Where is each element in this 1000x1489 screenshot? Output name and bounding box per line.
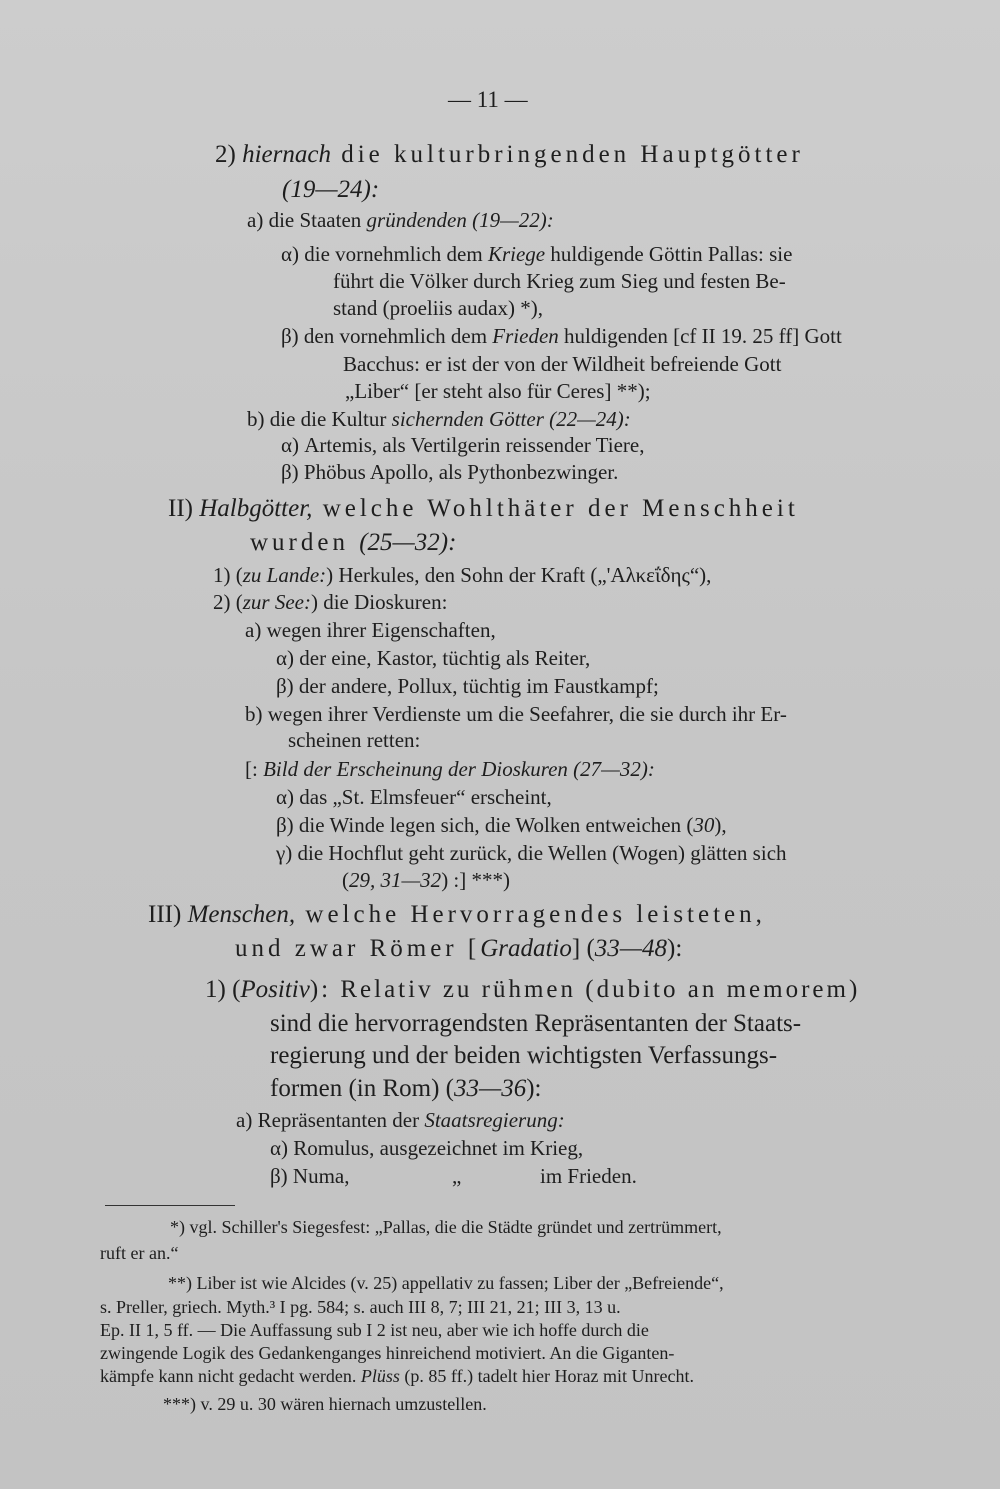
text-line: a) wegen ihrer Eigenschaften, (245, 618, 496, 642)
italic-text: Gradatio (480, 935, 572, 962)
text-line: β) der andere, Pollux, tüchtig im Faustkampf; (276, 674, 659, 698)
italic-text: zu Lande: (242, 563, 327, 587)
text-line (205, 975, 860, 1005)
italic-text: (19—22): (466, 208, 554, 232)
text: β) die Winde legen sich, die Wolken entweichen ( (276, 813, 694, 837)
text-line: Bacchus: er ist der von der Wildheit befreiende Gott (343, 352, 782, 376)
text-line (236, 1107, 565, 1133)
text: β) Numa, (270, 1164, 350, 1188)
footnote-line: zwingende Logik des Gedankenganges hinreichend motiviert. An die Giganten- (100, 1343, 675, 1363)
text-line (215, 140, 804, 170)
italic-text: Staatsregierung: (424, 1108, 565, 1132)
text: ) Herkules, den Sohn der Kraft („'Αλκεΐδης“), (326, 563, 712, 587)
italic-text: 33—48 (594, 935, 668, 962)
text: formen (in Rom) ( (270, 1075, 454, 1102)
text: a) Repräsentanten der (236, 1108, 425, 1132)
text: 1) ( (205, 976, 241, 1003)
page-number: — 11 — (448, 87, 528, 112)
italic-text: hiernach (242, 141, 331, 168)
footnote-line: **) Liber ist wie Alcides (v. 25) appellativ zu fassen; Liber der „Befreiende“, (168, 1273, 724, 1293)
text: ): (526, 1075, 542, 1102)
text-line: b) wegen ihrer Verdienste um die Seefahrer, die sie durch ihr Er- (245, 702, 787, 726)
italic-text: Menschen, (187, 901, 296, 928)
text: (p. 85 ff.) tadelt hier Horaz mit Unrecht. (399, 1366, 694, 1386)
text: ) die Dioskuren: (310, 590, 448, 614)
text: ), (714, 813, 727, 837)
text-line: γ) die Hochflut geht zurück, die Wellen (Wogen) glätten sich (276, 841, 787, 865)
italic-text: zur See: (242, 590, 311, 614)
italic-text: sichernden (391, 407, 484, 431)
spaced-heading: wurden (250, 529, 360, 556)
text-line (276, 812, 727, 838)
spaced-heading: welche Wohlthäter der Menschheit (312, 495, 799, 522)
text: III) (148, 901, 188, 928)
text-line (235, 934, 682, 964)
text-line (245, 756, 655, 782)
text: huldigende Göttin Pallas: sie (545, 242, 793, 266)
spaced-heading: und zwar Römer [ (235, 935, 481, 962)
text-line (281, 241, 792, 267)
italic-text: Halbgötter, (199, 495, 313, 522)
text: β) den vornehmlich dem (281, 324, 493, 348)
text: kämpfe kann nicht gedacht werden. (100, 1366, 361, 1386)
italic-text: Frieden (492, 324, 559, 348)
ditto-mark: „ (452, 1164, 462, 1188)
footnote-line: ***) v. 29 u. 30 wären hiernach umzustellen. (163, 1394, 487, 1414)
footnote-line (100, 1365, 694, 1387)
text-line: „Liber“ [er steht also für Ceres] **); (345, 379, 651, 403)
text: 2) ( (213, 590, 243, 614)
text: 2) (215, 141, 243, 168)
text: ] ( (571, 935, 595, 962)
text-line (282, 175, 379, 205)
footnote-line: s. Preller, griech. Myth.³ I pg. 584; s. auch III 8, 7; III 21, 21; III 3, 13 u. (100, 1297, 621, 1317)
text-line (250, 528, 456, 558)
text-line: sind die hervorragendsten Repräsentanten der Staats- (270, 1010, 802, 1037)
text: II) (168, 495, 200, 522)
italic-text: Götter (22—24): (483, 407, 631, 431)
text: 1) ( (213, 563, 243, 587)
footnote-line: Ep. II 1, 5 ff. — Die Auffassung sub I 2 ist neu, aber wie ich hoffe durch die (100, 1320, 649, 1340)
text-line (247, 207, 554, 233)
italic-text: Positiv (240, 976, 310, 1003)
italic-text: Kriege (487, 242, 546, 266)
text-line: α) der eine, Kastor, tüchtig als Reiter, (276, 646, 591, 670)
italic-text: (19—24): (282, 176, 380, 203)
italic-text: Plüss (360, 1366, 400, 1386)
text-line (247, 406, 631, 432)
text-line: α) Artemis, als Vertilgerin reissender Tiere, (281, 433, 645, 457)
text-line (148, 900, 766, 930)
italic-text: 30 (693, 813, 715, 837)
text-line (213, 589, 447, 615)
text-line (281, 323, 842, 349)
text-line (213, 562, 711, 588)
text: [: (245, 757, 264, 781)
spaced-heading: welche Hervorragendes leisteten, (295, 901, 766, 928)
text: ): (667, 935, 683, 962)
text-line: stand (proeliis audax) *), (333, 296, 543, 320)
text-line (168, 494, 799, 524)
text-line: α) das „St. Elmsfeuer“ erscheint, (276, 785, 552, 809)
italic-text: (25—32): (359, 529, 457, 556)
text-line (270, 1163, 350, 1189)
footnote-line: ruft er an.“ (100, 1243, 179, 1263)
text-line (270, 1074, 542, 1104)
text: α) die vornehmlich dem (281, 242, 488, 266)
italic-text: Bild der Erscheinung der Dioskuren (27—32): (263, 757, 655, 781)
text-line: α) Romulus, ausgezeichnet im Krieg, (270, 1136, 584, 1160)
text: ) :] ***) (441, 868, 511, 892)
italic-text: gründenden (366, 208, 467, 232)
text-line: im Frieden. (540, 1164, 637, 1188)
text-line: führt die Völker durch Krieg zum Sieg und festen Be- (333, 269, 786, 293)
text: ( (342, 868, 349, 892)
text: ): Relativ zu rühmen (dubito an memorem) (309, 976, 861, 1003)
text-line: scheinen retten: (288, 728, 421, 752)
text-line (342, 867, 510, 893)
spaced-heading: die kulturbringenden Hauptgötter (330, 141, 804, 168)
text-line: β) Phöbus Apollo, als Pythonbezwinger. (281, 460, 619, 484)
footnote-line: *) vgl. Schiller's Siegesfest: „Pallas, die die Städte gründet und zertrümmert, (170, 1217, 722, 1237)
italic-text: 33—36 (453, 1075, 527, 1102)
italic-text: 29, 31—32 (349, 868, 442, 892)
text: a) die Staaten (247, 208, 367, 232)
text: huldigenden [cf II 19. 25 ff] Gott (558, 324, 842, 348)
footnote-rule (105, 1205, 235, 1206)
text-line: regierung und der beiden wichtigsten Verfassungs- (270, 1042, 778, 1069)
text: b) die die Kultur (247, 407, 392, 431)
